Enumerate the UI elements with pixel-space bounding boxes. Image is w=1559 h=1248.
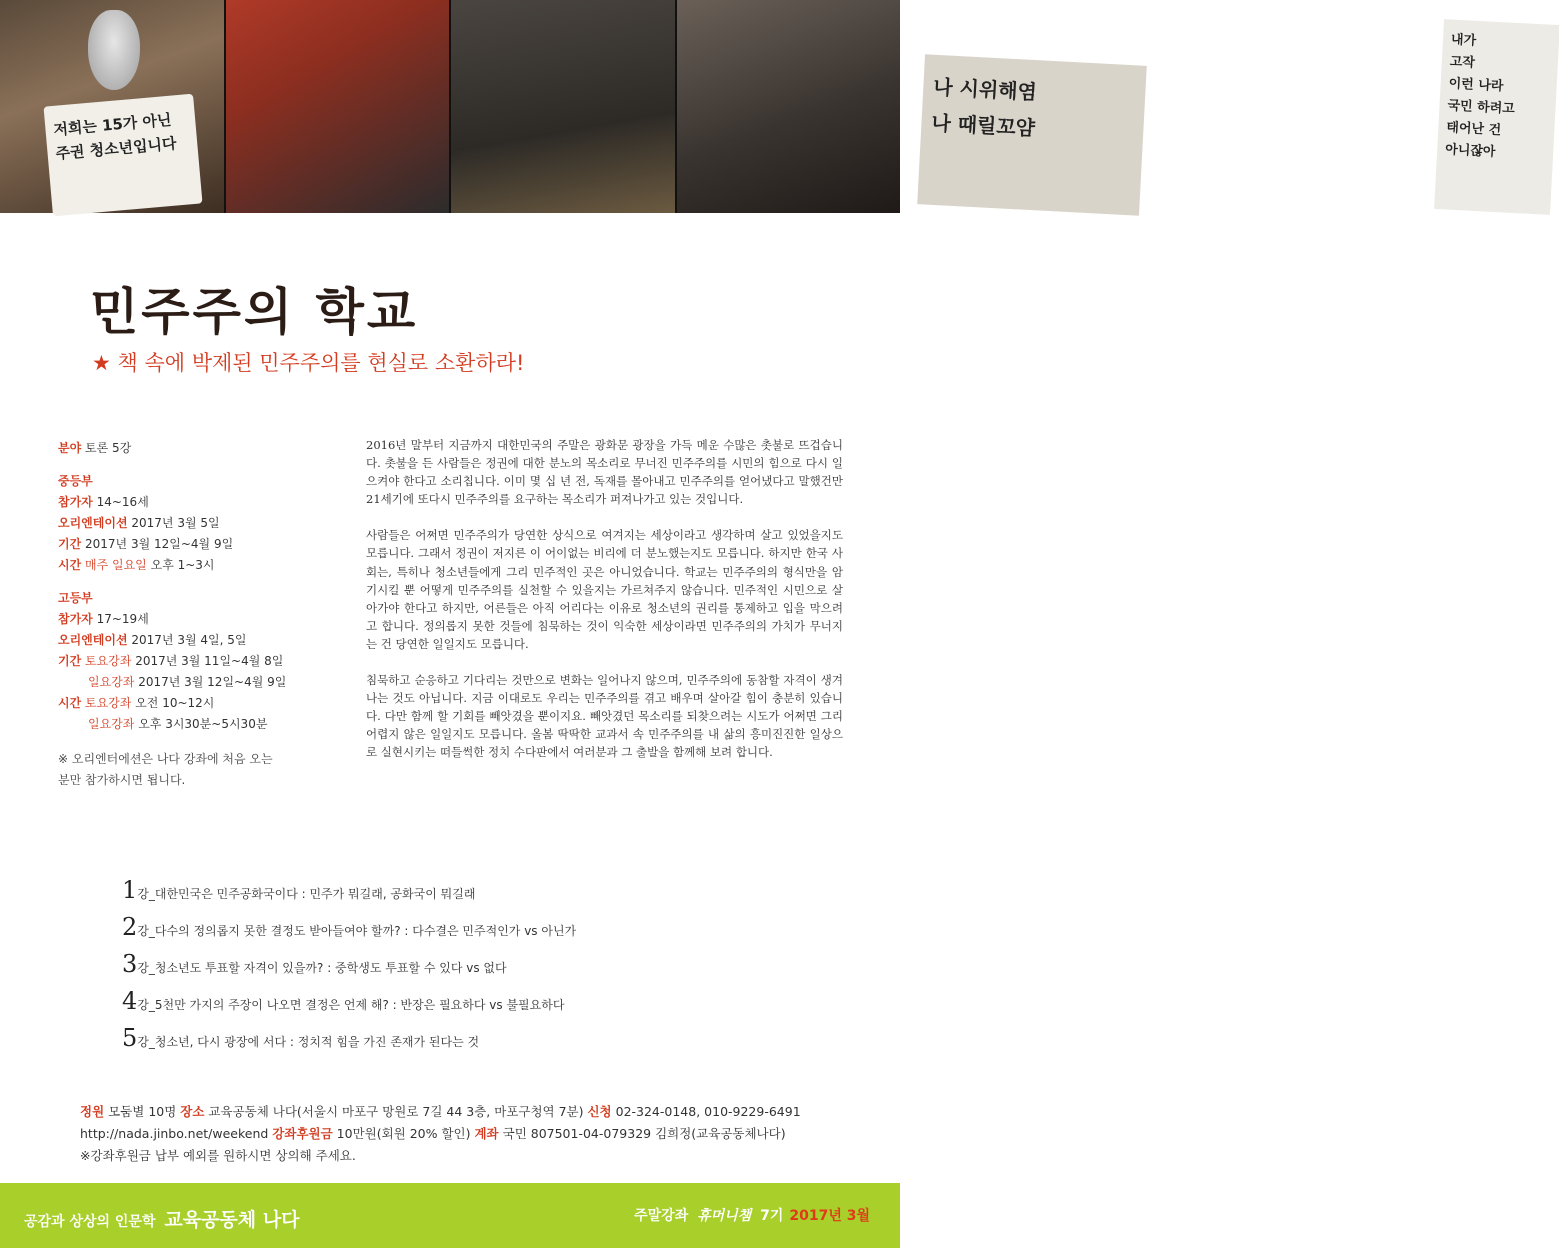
lecture-item (122, 1024, 822, 1061)
sign-text: 국민 하려고 (1446, 98, 1515, 118)
mask-figure (88, 10, 140, 90)
page-title: 민주주의 학교 (90, 282, 419, 341)
registration-row-2 (80, 1123, 870, 1145)
sign-text: 내가 (1450, 32, 1476, 49)
sign-text: 나 때릴꼬얌 (930, 110, 1036, 141)
program-brand: 휴머니챔 (697, 1208, 752, 1224)
period-label: 기간 (58, 654, 82, 668)
high-participants (58, 609, 348, 630)
field-label: 분야 (58, 441, 82, 455)
venue-value: 교육공동체 나다(서울시 마포구 망원로 7길 44 3층, 마포구청역 7분) (204, 1104, 588, 1119)
course-info (58, 438, 348, 791)
note-line: ※ 오리엔터에션은 나다 강좌에 처음 오는 (58, 752, 273, 766)
program-term: 7기 (760, 1208, 784, 1224)
program-label (634, 1205, 870, 1225)
time-value: 오후 3시30분~5시30분 (134, 717, 268, 731)
high-orientation (58, 630, 348, 651)
middle-school-heading: 중등부 (58, 474, 93, 488)
tagline-text: 공감과 상상의 인문학 (24, 1214, 156, 1230)
body-paragraph: 사람들은 어쩌면 민주주의가 당연한 상식으로 여겨지는 세상이라고 생각하며 살고 있었을지도 모릅니다. 그래서 정권이 저지른 이 어이없는 비리에 더 분노했는지도 모릅니다. 하지만 한국 사회는, 특히나 청소년들에게 그리 민주적인 곳은 아니었습니다. 학교는 민주주의의 형식만을 암기시킬 뿐 어떻게 민주주의를 실천할 수 있을지는 가르쳐주지 않습니다. 민주적인 시민으로 살아가야 한다고 하지만, 어른들은 아직 어리다는 이유로 청소년의 권리를 통제하고 입을 막으려고 합니다. 정의롭지 못한 것들에 침묵하는 것이 익숙한 세상이라면 민주주의의 가치가 무너지는 건 당연한 일일지도 모릅니다. (366, 528, 843, 651)
high-time-sat (58, 693, 348, 714)
lecture-item (122, 913, 822, 950)
sign-text: 고작 (1448, 54, 1475, 71)
lecture-number: 2 (122, 913, 138, 941)
program-date: 2017년 3월 (789, 1208, 870, 1224)
registration-info (80, 1101, 870, 1167)
protest-sign-3 (917, 54, 1147, 215)
time-label: 시간 (58, 558, 82, 572)
lecture-suffix: 강_ (137, 887, 155, 901)
apply-label: 신청 (587, 1104, 612, 1119)
intro-body (366, 436, 843, 780)
apply-phone: 02-324-0148, 010-9229-6491 (611, 1104, 801, 1119)
protest-photo-2 (226, 0, 452, 213)
program-name: 주말강좌 (634, 1208, 689, 1224)
middle-period (58, 534, 348, 555)
website-link[interactable]: http://nada.jinbo.net/weekend (80, 1126, 273, 1141)
lecture-number: 4 (122, 987, 138, 1015)
lecture-number: 3 (122, 950, 138, 978)
lecture-item (122, 987, 822, 1024)
lecture-suffix: 강_ (137, 1035, 155, 1049)
registration-row-1 (80, 1101, 870, 1123)
orientation-label: 오리엔테이션 (58, 516, 128, 530)
field-row (58, 438, 348, 459)
orientation-value: 2017년 3월 4일, 5일 (127, 633, 247, 647)
participants-value: 14~16세 (92, 495, 149, 509)
time-label: 시간 (58, 696, 82, 710)
lecture-title: 대한민국은 민주공화국이다 : 민주가 뭐길래, 공화국이 뭐길래 (154, 887, 476, 901)
period-value: 2017년 3월 11일~4월 8일 (131, 654, 284, 668)
sign-text: 이런 나라 (1447, 76, 1504, 95)
footer-tagline (24, 1205, 299, 1232)
sign-text: 주권 청소년입니다 (54, 134, 178, 163)
lecture-suffix: 강_ (137, 998, 155, 1012)
venue-label: 장소 (180, 1104, 205, 1119)
high-school-heading: 고등부 (58, 591, 93, 605)
middle-time (58, 555, 348, 576)
sign-text: 나 시위해염 (932, 74, 1038, 105)
time-day: 토요강좌 (81, 696, 132, 710)
field-value: 토론 5강 (81, 441, 132, 455)
lecture-item (122, 876, 822, 913)
period-label: 기간 (58, 537, 82, 551)
protest-sign-1 (43, 94, 202, 217)
footer-bar (0, 1183, 900, 1248)
account-label: 계좌 (474, 1126, 499, 1141)
note-line: 분만 참가하시면 됩니다. (58, 773, 186, 787)
page-subtitle: ★ 책 속에 박제된 민주주의를 현실로 소환하라! (92, 351, 525, 375)
fee-label: 강좌후원금 (272, 1126, 333, 1141)
org-name: 교육공동체 나다 (164, 1209, 300, 1231)
fee-exception-note: ※강좌후원금 납부 예외를 원하시면 상의해 주세요. (80, 1148, 356, 1163)
orientation-note (58, 749, 348, 791)
period-day: 토요강좌 (81, 654, 132, 668)
orientation-label: 오리엔테이션 (58, 633, 128, 647)
time-day: 매주 일요일 (81, 558, 147, 572)
lecture-item (122, 950, 822, 987)
middle-orientation (58, 513, 348, 534)
participants-value: 17~19세 (92, 612, 149, 626)
protest-photo-3 (451, 0, 1038, 213)
participants-label: 참가자 (58, 612, 93, 626)
account-value: 국민 807501-04-079329 김희정(교육공동체나다) (498, 1126, 786, 1141)
lecture-suffix: 강_ (137, 961, 155, 975)
orientation-value: 2017년 3월 5일 (127, 516, 220, 530)
lecture-number: 5 (122, 1024, 138, 1052)
lecture-suffix: 강_ (137, 924, 155, 938)
fee-value: 10만원(회원 20% 할인) (332, 1126, 475, 1141)
time-value: 오후 1~3시 (146, 558, 215, 572)
protest-sign-4 (1434, 19, 1559, 215)
sign-text: 태어난 건 (1445, 120, 1501, 139)
capacity-label: 정원 (80, 1104, 105, 1119)
sign-text: 저희는 15가 아닌 (52, 110, 173, 139)
lecture-title: 청소년, 다시 광장에 서다 : 정치적 힘을 가진 존재가 된다는 것 (154, 1035, 480, 1049)
lecture-title: 다수의 정의롭지 못한 결정도 받아들여야 할까? : 다수결은 민주적인가 vs 아닌가 (154, 924, 577, 938)
capacity-value: 모둠별 10명 (104, 1104, 181, 1119)
middle-participants (58, 492, 348, 513)
period-value: 2017년 3월 12일~4월 9일 (81, 537, 234, 551)
lecture-title: 청소년도 투표할 자격이 있을까? : 중학생도 투표할 수 있다 vs 없다 (154, 961, 507, 975)
participants-label: 참가자 (58, 495, 93, 509)
lecture-list (122, 876, 822, 1061)
period-day: 일요강좌 (88, 675, 135, 689)
time-day: 일요강좌 (88, 717, 135, 731)
sign-text: 아니잖아 (1444, 142, 1496, 161)
period-value: 2017년 3월 12일~4월 9일 (134, 675, 287, 689)
lecture-number: 1 (122, 876, 138, 904)
time-value: 오전 10~12시 (131, 696, 215, 710)
lecture-title: 5천만 가지의 주장이 나오면 결정은 언제 해? : 반장은 필요하다 vs 불필요하다 (154, 998, 565, 1012)
header-photo-strip (0, 0, 1515, 213)
protest-photo-1 (0, 0, 226, 213)
body-paragraph: 침묵하고 순응하고 기다리는 것만으로 변화는 일어나지 않으며, 민주주의에 동참할 자격이 생겨나는 것도 아닙니다. 지금 이대로도 우리는 민주주의를 겪고 배우며 살아갈 힘이 충분히 있습니다. 다만 함께 할 기회를 빼앗겼을 뿐이지요. 빼앗겼던 목소리를 되찾으려는 시도가 어쩌면 그리 어렵지 않은 일일지도 모릅니다. 올봄 딱딱한 교과서 속 민주주의를 내 삶의 흥미진진한 일상으로 실현시키는 떠들썩한 정치 수다판에서 여러분과 그 출발을 함께해 보려 합니다. (366, 673, 843, 760)
high-time-sun (58, 714, 348, 735)
high-period-sun (58, 672, 348, 693)
high-period-sat (58, 651, 348, 672)
body-paragraph: 2016년 말부터 지금까지 대한민국의 주말은 광화문 광장을 가득 메운 수많은 촛불로 뜨겁습니다. 촛불을 든 사람들은 정권에 대한 분노의 목소리로 무너진 민주주의를 시민의 힘으로 다시 일으켜야 한다고 소리칩니다. 이미 몇 십 년 전, 독재를 몰아내고 민주주의를 얻어냈다고 말했건만 21세기에 또다시 민주주의를 요구하는 목소리가 퍼져나가고 있는 것입니다. (366, 438, 843, 507)
